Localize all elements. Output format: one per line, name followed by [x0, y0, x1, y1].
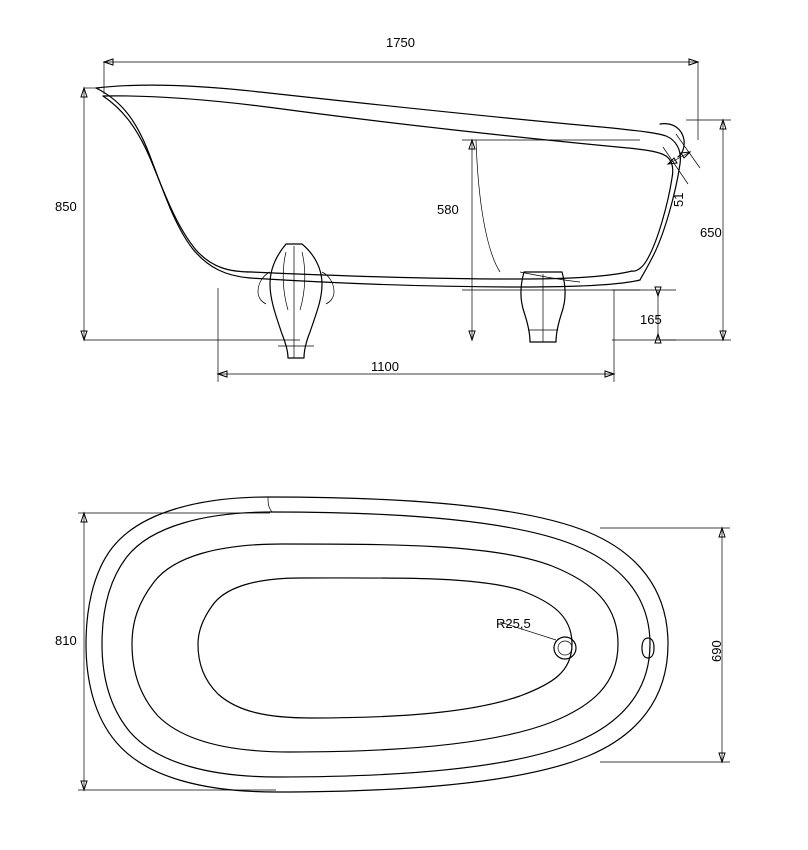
claw-foot-left — [258, 244, 334, 358]
top-plan-view — [78, 497, 730, 792]
tub-side-outline — [96, 85, 666, 136]
dim-label-690: 690 — [709, 640, 724, 662]
tub-plan-rim-line — [102, 512, 650, 777]
dim-850 — [81, 88, 300, 340]
dim-label-1750: 1750 — [386, 35, 415, 50]
dim-label-1100: 1100 — [371, 359, 399, 374]
dim-label-650: 650 — [700, 225, 722, 240]
tub-apron-line-2 — [520, 272, 580, 282]
tub-plan-base — [198, 578, 572, 718]
tub-backrest-inner — [103, 96, 252, 272]
dim-label-drain-radius: R25,5 — [496, 616, 531, 631]
side-elevation-view — [81, 59, 731, 382]
dim-label-810: 810 — [55, 633, 77, 648]
tub-plan-head-notch — [268, 497, 272, 512]
drain-hole — [554, 637, 576, 659]
dim-label-850: 850 — [55, 199, 77, 214]
tub-plan-outer — [86, 497, 668, 792]
dim-label-580: 580 — [437, 202, 459, 217]
tub-plan-inner-bowl — [132, 544, 618, 752]
tub-right-end-inner — [632, 156, 673, 271]
tub-bottom-profile — [250, 278, 640, 287]
dim-1100 — [218, 288, 614, 382]
dim-580 — [462, 140, 640, 340]
overflow-slot — [642, 638, 654, 658]
tub-apron-line — [476, 140, 500, 272]
tub-backrest-curve — [96, 88, 250, 278]
tub-bottom-inner — [252, 271, 632, 279]
claw-foot-right — [521, 272, 565, 342]
dim-label-51: 51 — [671, 192, 686, 207]
dim-label-165: 165 — [640, 312, 662, 327]
